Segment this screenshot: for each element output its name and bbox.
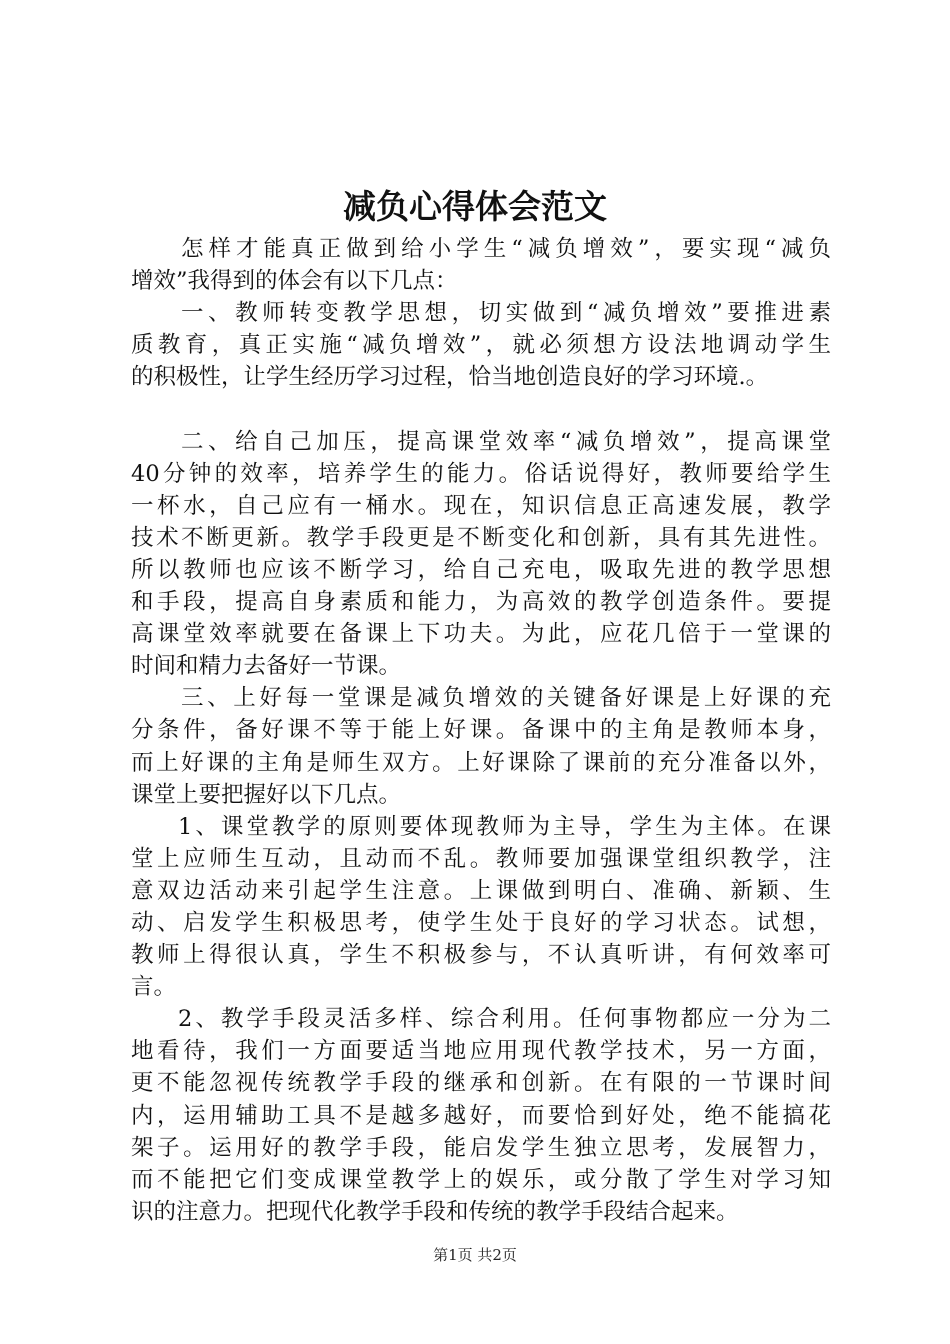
text-line: 的积极性，让学生经历学习过程，恰当地创造良好的学习环境.。 — [131, 364, 769, 391]
text-line: 高课堂效率就要在备课上下功夫。为此，应花几倍于一堂课的 — [131, 621, 831, 648]
text-line: 增效”我得到的体会有以下几点： — [131, 268, 458, 295]
text-line: 和手段，提高自身素质和能力，为高效的教学创造条件。要提 — [131, 589, 831, 616]
text-line: 而上好课的主角是师生双方。上好课除了课前的充分准备以外， — [131, 749, 831, 776]
text-line: 技术不断更新。教学手段更是不断变化和创新，具有其先进性。 — [131, 524, 831, 551]
text-line: 而不能把它们变成课堂教学上的娱乐，或分散了学生对学习知 — [131, 1166, 831, 1193]
text-line: 质教育，真正实施“减负增效”，就必须想方设法地调动学生 — [131, 332, 831, 359]
blank-line — [131, 393, 831, 425]
text-line: 架子。运用好的教学手段，能启发学生独立思考，发展智力， — [131, 1134, 831, 1161]
text-line: 课堂上要把握好以下几点。 — [131, 781, 402, 808]
text-line: 时间和精力去备好一节课。 — [131, 653, 402, 680]
text-line: 教师上得很认真，学生不积极参与，不认真听讲，有何效率可 — [131, 942, 831, 969]
page-footer: 第1页 共2页 — [433, 1246, 517, 1264]
text-line: 动、启发学生积极思考，使学生处于良好的学习状态。试想， — [131, 909, 831, 936]
text-line: 堂上应师生互动，且动而不乱。教师要加强课堂组织教学，注 — [131, 845, 831, 872]
text-line: 二、给自己加压，提高课堂效率“减负增效”，提高课堂 — [181, 428, 831, 455]
text-line: 2、教学手段灵活多样、综合利用。任何事物都应一分为二 — [178, 1006, 831, 1033]
text-line: 所以教师也应该不断学习，给自己充电，吸取先进的教学思想 — [131, 556, 831, 583]
document-body — [131, 233, 831, 1228]
text-line: 40分钟的效率，培养学生的能力。俗话说得好，教师要给学生 — [131, 460, 831, 487]
text-line: 分条件，备好课不等于能上好课。备课中的主角是教师本身， — [131, 717, 831, 744]
text-line: 地看待，我们一方面要适当地应用现代教学技术，另一方面， — [131, 1038, 831, 1065]
text-line: 内，运用辅助工具不是越多越好，而要恰到好处，绝不能搞花 — [131, 1102, 831, 1129]
text-line: 1、课堂教学的原则要体现教师为主导，学生为主体。在课 — [178, 813, 831, 840]
text-line: 一、教师转变教学思想，切实做到“减负增效”要推进素 — [181, 300, 831, 327]
text-line: 言。 — [131, 974, 177, 1001]
text-line: 三、上好每一堂课是减负增效的关键备好课是上好课的充 — [181, 685, 831, 712]
text-line: 更不能忽视传统教学手段的继承和创新。在有限的一节课时间 — [131, 1070, 831, 1097]
text-line: 意双边活动来引起学生注意。上课做到明白、准确、新颖、生 — [131, 877, 831, 904]
text-line: 一杯水，自己应有一桶水。现在，知识信息正高速发展，教学 — [131, 492, 831, 519]
text-line: 识的注意力。把现代化教学手段和传统的教学手段结合起来。 — [131, 1198, 739, 1225]
document-title: 减负心得体会范文 — [343, 187, 607, 226]
text-line: 怎样才能真正做到给小学生“减负增效”，要实现“减负 — [181, 236, 831, 262]
